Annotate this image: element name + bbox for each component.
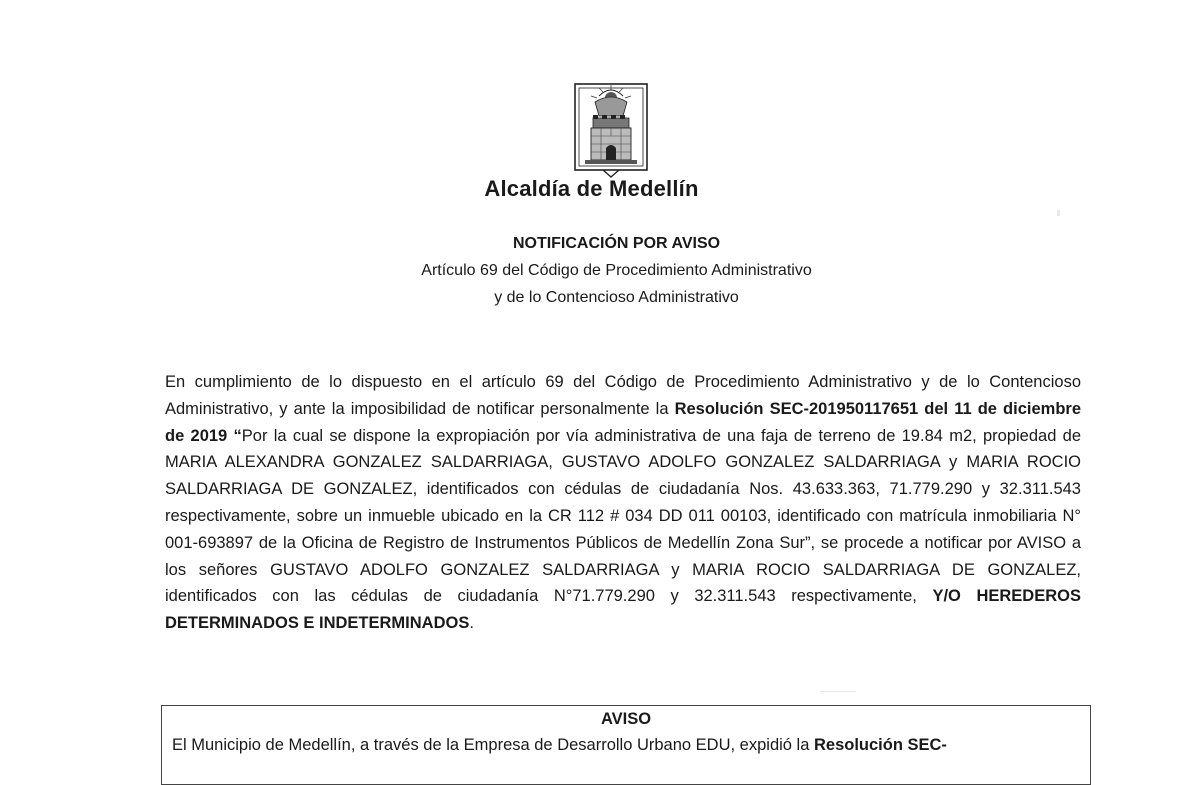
medellin-coat-of-arms-icon — [573, 82, 649, 178]
body-intro: En cumplimiento de lo dispuesto en el artículo 69 del Código de Procedimiento Administrativo y de lo Contencioso Administrativo, y ante la imposibilidad de notificar personalmente la — [165, 373, 1081, 418]
aviso-text — [172, 733, 1080, 757]
heirs-text: Y/O HEREDEROS DETERMINADOS E INDETERMINADOS — [165, 587, 1081, 633]
aviso-resolution: Resolución SEC- — [813, 736, 947, 754]
notice-subtitle-line1: Artículo 69 del Código de Procedimiento Administrativo — [421, 262, 812, 279]
scan-line-artifact — [820, 691, 856, 692]
aviso-intro: El Municipio de Medellín, a través de la Empresa de Desarrollo Urbano EDU, expidió la — [172, 736, 814, 754]
resolution-reference: Resolución SEC-201950117651 del 11 de diciembre de 2019 — [165, 399, 1081, 445]
notice-subtitle-line2: y de lo Contencioso Administrativo — [494, 289, 739, 306]
quote-open: “ — [227, 426, 242, 445]
notice-body-paragraph — [165, 369, 1081, 637]
notice-title: NOTIFICACIÓN POR AVISO — [512, 235, 721, 252]
brand-name: Alcaldía de Medellín — [484, 176, 699, 201]
body-end: . — [469, 614, 474, 633]
scan-speck — [1057, 210, 1060, 216]
body-main-text: Por la cual se dispone la expropiación por vía administrativa de una faja de terreno de 19.84 m2, propiedad de MARIA ALEXANDRA GONZALEZ SALDARRIAGA, GUSTAVO ADOLFO GONZALEZ SALDARRIAGA y MARIA ROCIO SALDARRIAGA DE GONZALEZ, identificados con cédulas de ciudadanía Nos. 43.633.363, 71.779.290 y 32.311.543 respectivamente, sobre un inmueble ubicado en la CR 112 # 034 DD 011 00103, identificado con matrícula inmobiliaria N° 001-693897 de la Oficina de Registro de Instrumentos Públicos de Medellín Zona Sur”, se procede a notificar por AVISO a los señores GUSTAVO ADOLFO GONZALEZ SALDARRIAGA y MARIA ROCIO SALDARRIAGA DE GONZALEZ, identificados con las cédulas de ciudadanía N°71.779.290 y 32.311.543 respectivamente, — [165, 426, 1081, 606]
aviso-title: AVISO — [600, 710, 652, 728]
aviso-box — [161, 705, 1091, 785]
